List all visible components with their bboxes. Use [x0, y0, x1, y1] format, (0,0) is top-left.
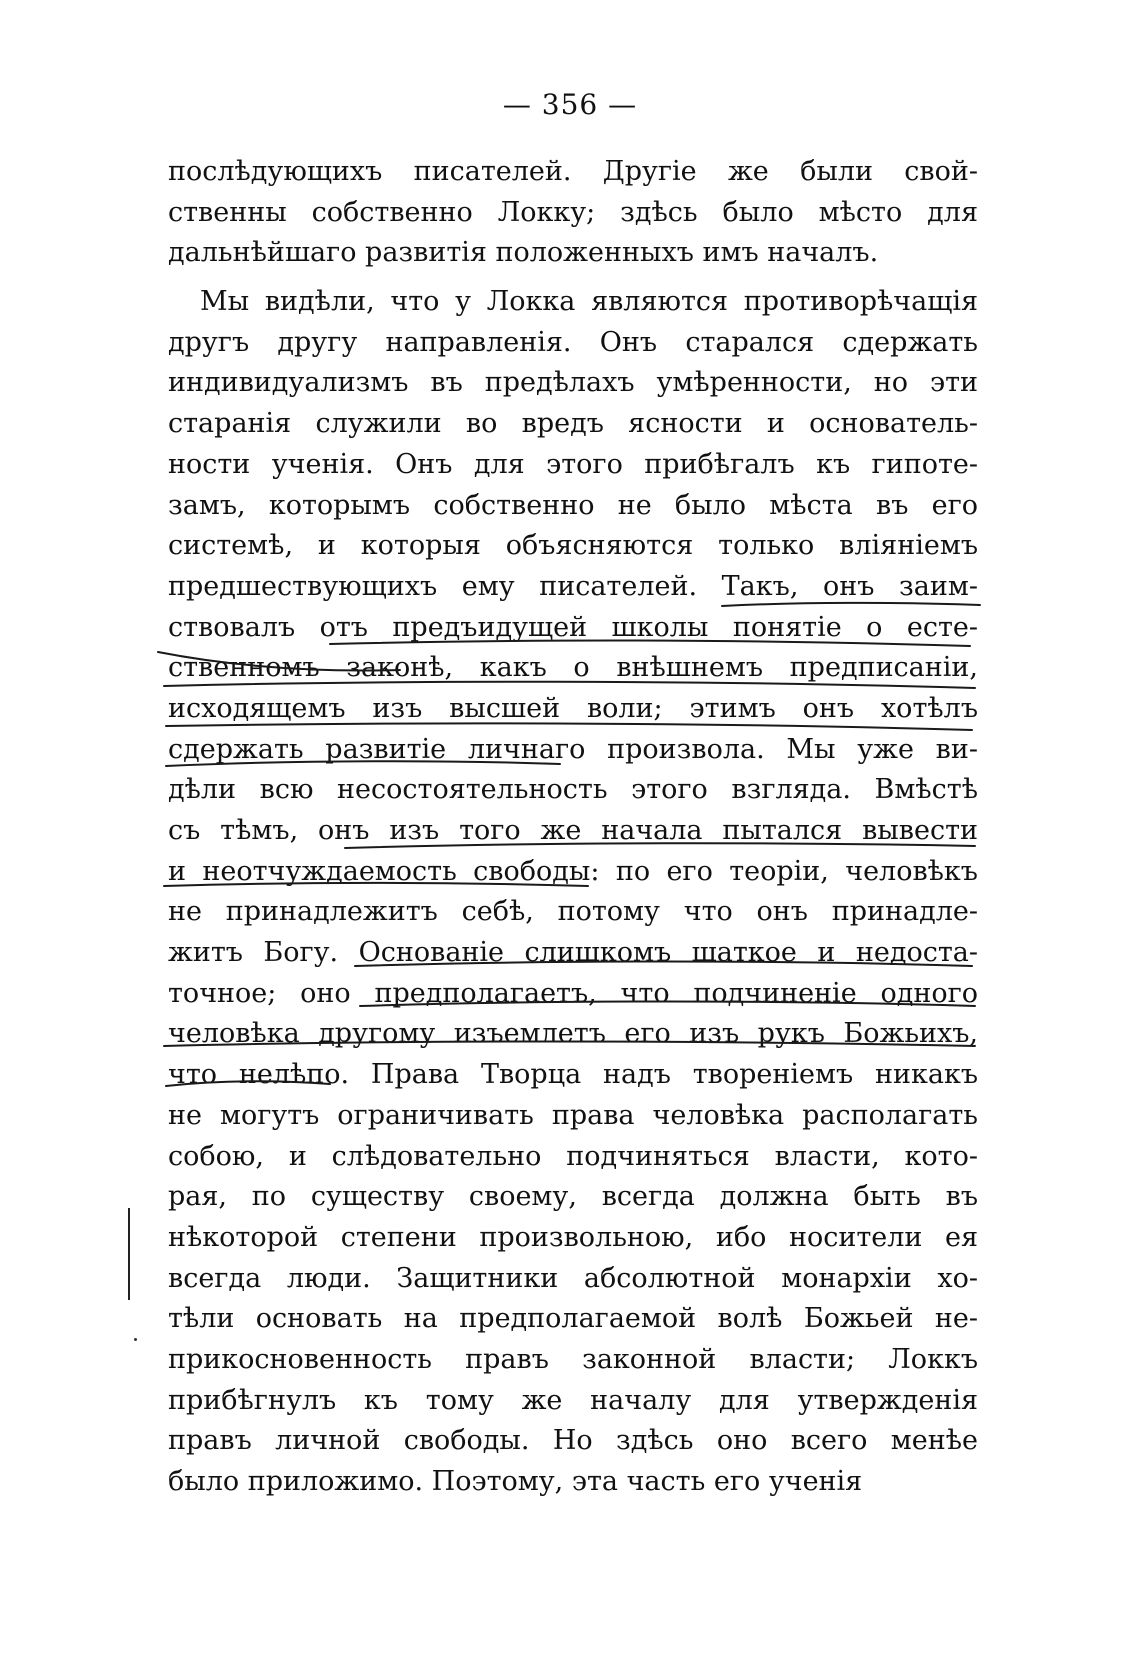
- page-number: — 356 —: [502, 88, 638, 121]
- text-line: прикосновенность правъ законной власти; Локкъ: [168, 1343, 978, 1375]
- text-line: собою, и слѣдовательно подчиняться власти, кото-: [168, 1140, 978, 1172]
- text-line: сдержать развитіе личнаго произвола. Мы уже ви-: [168, 733, 978, 765]
- text-line: другъ другу направленія. Онъ старался сдержать: [168, 326, 978, 358]
- text-line: системѣ, и которыя объясняются только вліяніемъ: [168, 530, 978, 562]
- margin-dot: [134, 1338, 137, 1341]
- page-body: [168, 152, 978, 1503]
- text-line: и неотчуждаемость свободы: по его теоріи, человѣкъ: [168, 855, 978, 887]
- text-line: не могутъ ограничивать права человѣка располагать: [168, 1099, 978, 1131]
- margin-line: [128, 1208, 130, 1300]
- text-line: что нелѣпо. Права Творца надъ твореніемъ никакъ: [168, 1059, 978, 1091]
- text-line: индивидуализмъ въ предѣлахъ умѣренности, но эти: [168, 367, 978, 399]
- text-line: нѣкоторой степени произвольною, ибо носители ея: [168, 1221, 978, 1253]
- text-line: прибѣгнулъ къ тому же началу для утвержденія: [168, 1384, 978, 1416]
- paragraph-2: [168, 282, 978, 1503]
- text-line: человѣка другому изъемлетъ его изъ рукъ Божьихъ,: [168, 1018, 978, 1050]
- text-line: было приложимо. Поэтому, эта часть его ученія: [168, 1466, 863, 1497]
- text-line: рая, по существу своему, всегда должна быть въ: [168, 1181, 978, 1213]
- text-line: ственномъ законѣ, какъ о внѣшнемъ предписаніи,: [168, 652, 978, 684]
- text-line: житъ Богу. Основаніе слишкомъ шаткое и недоста-: [168, 937, 978, 969]
- text-line: точное; оно предполагаетъ, что подчиненіе одного: [168, 977, 978, 1009]
- text-line: замъ, которымъ собственно не было мѣста въ его: [168, 489, 978, 521]
- paragraph-1: [168, 152, 978, 274]
- text-line: правъ личной свободы. Но здѣсь оно всего менѣе: [168, 1425, 978, 1457]
- text-line: послѣдующихъ писателей. Другіе же были свой-: [168, 156, 978, 187]
- text-line: тѣли основать на предполагаемой волѣ Божьей не-: [168, 1303, 978, 1335]
- text-line: съ тѣмъ, онъ изъ того же начала пытался вывести: [168, 815, 978, 846]
- text-line: дальнѣйшаго развитія положенныхъ имъ началъ.: [168, 237, 879, 269]
- paragraph-gap: [168, 274, 978, 282]
- text-line: всегда люди. Защитники абсолютной монархіи хо-: [168, 1262, 978, 1294]
- text-line: Мы видѣли, что у Локка являются противорѣчащія: [200, 286, 978, 318]
- text-line: старанія служили во вредъ ясности и основатель-: [168, 408, 978, 440]
- text-line: ствовалъ отъ предъидущей школы понятіе о есте-: [168, 611, 978, 643]
- text-line: дѣли всю несостоятельность этого взгляда. Вмѣстѣ: [168, 774, 978, 806]
- text-line: исходящемъ изъ высшей воли; этимъ онъ хотѣлъ: [168, 692, 978, 724]
- text-line: предшествующихъ ему писателей. Такъ, онъ заим-: [168, 570, 978, 602]
- text-line: ственны собственно Локку; здѣсь было мѣсто для: [168, 196, 978, 228]
- text-line: не принадлежитъ себѣ, потому что онъ принадле-: [168, 896, 978, 928]
- text-line: ности ученія. Онъ для этого прибѣгалъ къ гипоте-: [168, 448, 978, 480]
